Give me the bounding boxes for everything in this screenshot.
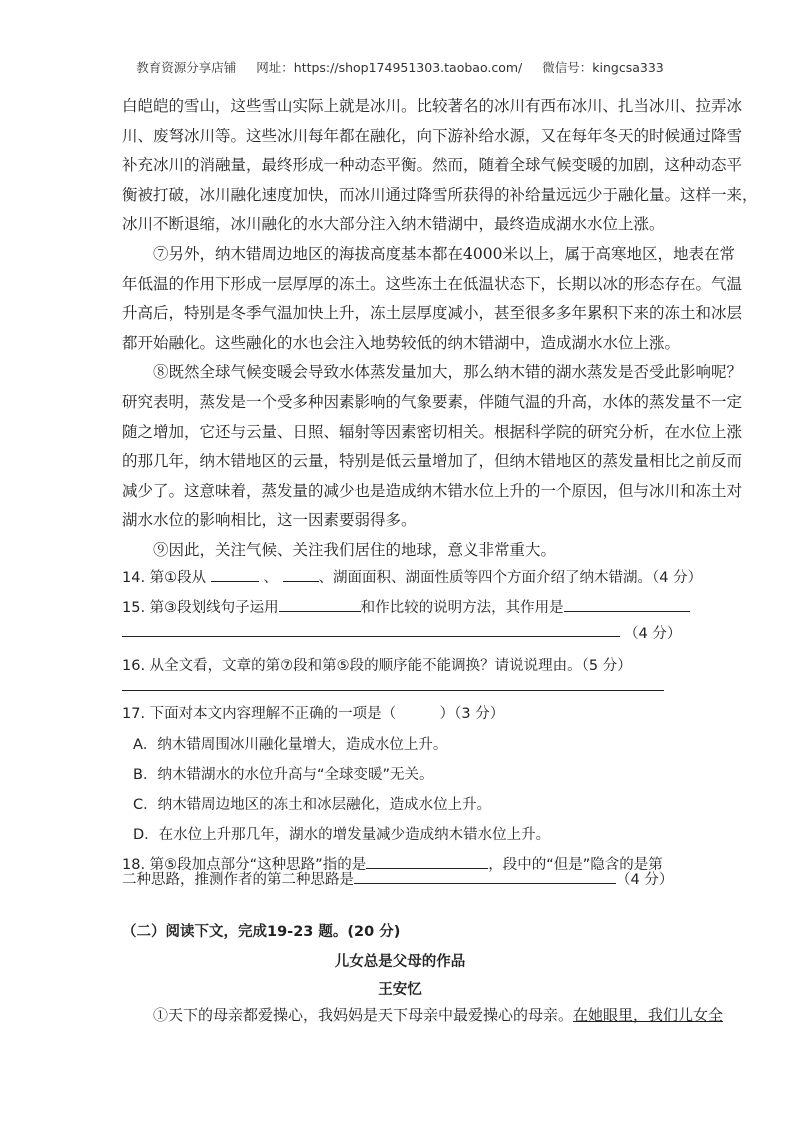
shop-url: 网址：https://shop174951303.taobao.com/ — [256, 60, 523, 75]
article-title: 儿女总是父母的作品 — [334, 953, 466, 970]
question-18: 18. 第⑤段加点部分“这种思路”指的是 ，段中的“但是”隐含的是第 — [122, 853, 682, 874]
answer-blank[interactable] — [279, 597, 361, 612]
answer-blank[interactable] — [354, 869, 616, 884]
underlined-sentence: 在她眼里，我们儿女全 — [573, 1006, 724, 1024]
passage-line: 年低温的作用下形成一层厚厚的冻土。这些冻土在低温状态下，长期以冰的形态存在。气温 — [122, 274, 743, 293]
page-header — [0, 58, 800, 76]
passage-line: 随之增加，它还与云量、日照、辐射等因素密切相关。根据科学院的研究分析，在水位上涨 — [122, 422, 743, 441]
question-17: 17. 下面对本文内容理解不正确的一项是（ ）（3 分） — [122, 706, 505, 722]
passage-line: 补充冰川的消融量，最终形成一种动态平衡。然而，随着全球气候变暖的加剧，这种动态平 — [122, 156, 743, 175]
answer-blank[interactable] — [366, 854, 488, 869]
passage-line: ⑧既然全球气候变暖会导致水体蒸发量加大，那么纳木错的湖水蒸发是否受此影响呢？ — [153, 363, 743, 382]
passage-line: 升高后，特别是冬季气温加快上升，冻土层厚度减小，甚至很多多年累积下来的冻土和冰层 — [122, 304, 743, 323]
answer-blank[interactable] — [211, 567, 259, 582]
passage-line: 的那几年，纳木错地区的云量，特别是低云量增加了，但纳木错地区的蒸发量相比之前反而 — [122, 452, 743, 471]
question-14: 14. 第①段从 、 、湖面面积、湖面性质等四个方面介绍了纳木错湖。（4 分） — [122, 566, 682, 587]
answer-blank[interactable] — [283, 567, 319, 582]
article-author: 王安忆 — [378, 981, 422, 998]
answer-blank[interactable] — [564, 597, 690, 612]
passage-line: 川、废弩冰川等。这些冰川每年都在融化，向下游补给水源，又在每年冬天的时候通过降雪 — [122, 126, 743, 145]
question-15: 15. 第③段划线句子运用 和作比较的说明方法，其作用是 — [122, 596, 682, 617]
option-a[interactable]: A．纳木错周围冰川融化量增大，造成水位上升。 — [133, 737, 448, 753]
passage-line: 冰川不断退缩，冰川融化的水大部分注入纳木错湖中，最终造成湖水水位上涨。 — [122, 215, 665, 234]
passage-line: ⑨因此，关注气候、关注我们居住的地球，意义非常重大。 — [153, 540, 557, 559]
section-heading: （二）阅读下文，完成19-23 题。(20 分) — [122, 924, 401, 940]
passage-line: 衡被打破，冰川融化速度加快，而冰川通过降雪所获得的补给量远远少于融化量。这样一来， — [122, 185, 758, 204]
passage-line: ⑦另外，纳木错周边地区的海拔高度基本都在4000米以上，属于高寒地区，地表在常 — [153, 244, 735, 263]
answer-line[interactable] — [122, 636, 620, 637]
question-18-cont: 二种思路，推测作者的第二种思路是 （4 分） — [122, 868, 682, 889]
passage-body — [122, 92, 758, 566]
wechat-id: 微信号：kingcsa333 — [542, 60, 664, 75]
option-d[interactable]: D．在水位上升那几年，湖水的增发量减少造成纳木错水位上升。 — [133, 827, 551, 843]
shop-name: 教育资源分享店铺 — [136, 60, 237, 75]
option-b[interactable]: B．纳木错湖水的水位升高与“全球变暖”无关。 — [133, 767, 434, 783]
question-15-score: （4 分） — [624, 626, 682, 642]
passage-line: 白皑皑的雪山，这些雪山实际上就是冰川。比较著名的冰川有西布冰川、扎当冰川、拉弄冰 — [122, 97, 743, 115]
passage-line: 湖水水位的影响相比，这一因素要弱得多。 — [122, 511, 417, 530]
question-16: 16. 从全文看，文章的第⑦段和第⑤段的顺序能不能调换？请说说理由。（5 分） — [122, 658, 632, 674]
passage-line: 研究表明，蒸发是一个受多种因素影响的气象要素，伴随气温的升高，水体的蒸发量不一定 — [122, 392, 743, 411]
passage-line: 都开始融化。这些融化的水也会注入地势较低的纳木错湖中，造成湖水水位上涨。 — [122, 333, 681, 352]
option-c[interactable]: C．纳木错周边地区的冻土和冰层融化，造成水位上升。 — [133, 797, 492, 813]
passage-line: 减少了。这意味着，蒸发量的减少也是造成纳木错水位上升的一个原因，但与冰川和冻土对 — [122, 481, 743, 500]
article-paragraph-1: ①天下的母亲都爱操心，我妈妈是天下母亲中最爱操心的母亲。在她眼里，我们儿女全 — [153, 1006, 724, 1024]
answer-line[interactable] — [122, 690, 664, 691]
